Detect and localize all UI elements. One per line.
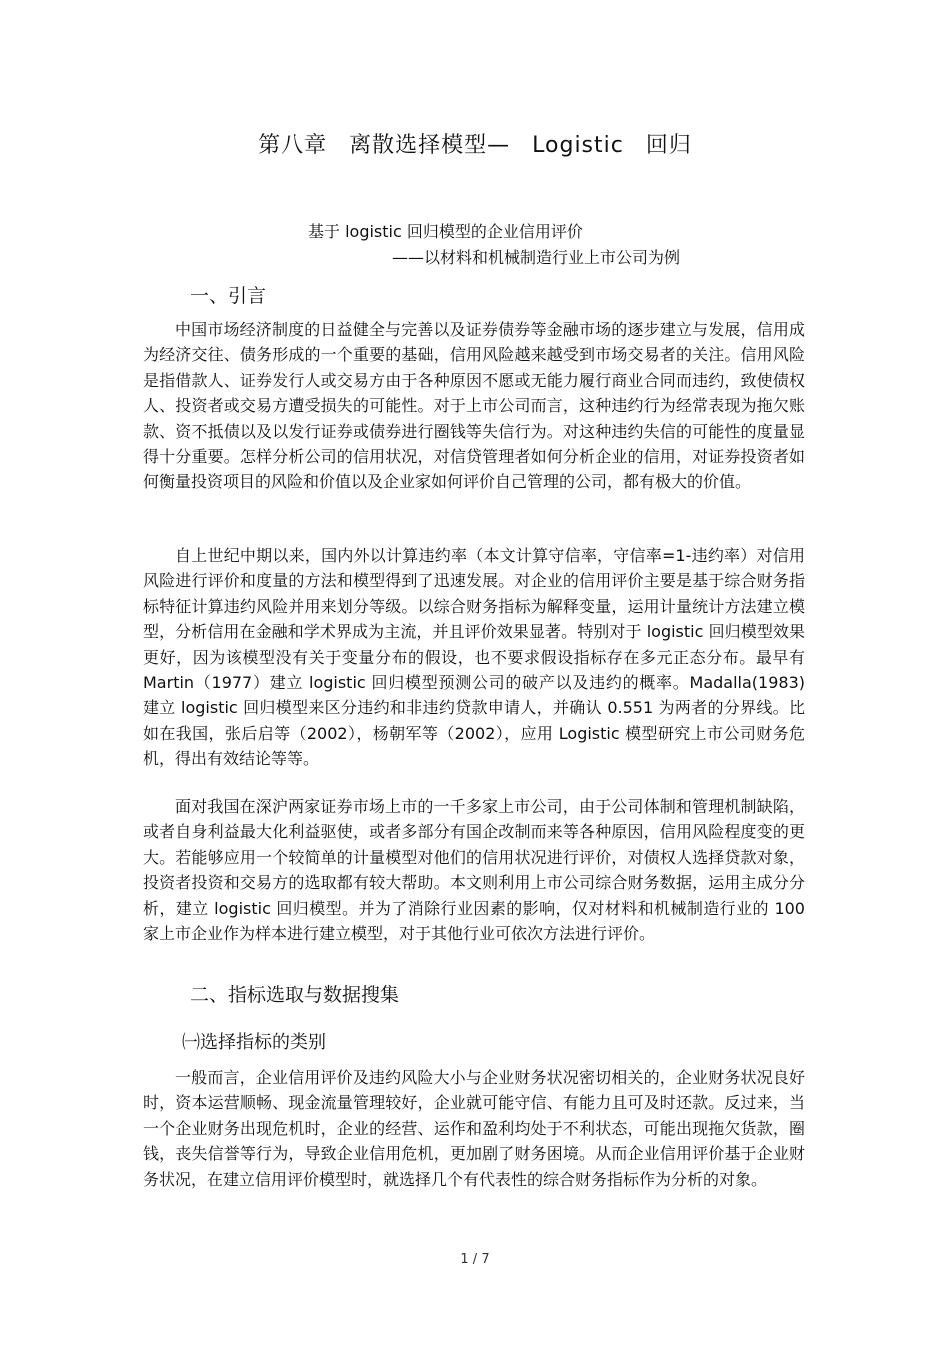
paragraph-intro-2: 自上世纪中期以来，国内外以计算违约率（本文计算守信率，守信率=1-违约率）对信用风险进行评价和度量的方法和模型得到了迅速发展。对企业的信用评价主要是基于综合财务指标特征计算违约风险并用来划分等级。以综合财务指标为解释变量，运用计量统计方法建立模型，分析信用在金融和学术界成为主流，并且评价效果显著。特别对于 logistic 回归模型效果更好，因为该模型没有关于变量分布的假设，也不要求假设指标存在多元正态分布。最早有 Martin（1977）建立 logistic 回归模型预测公司的破产以及违约的概率。Madalla(1983) 建立 logistic 回归模型来区分违约和非违约贷款申请人，并确认 0.551 为两者的分界线。比如在我国，张后启等（2002），杨朝军等（2002），应用 Logistic 模型研究上市公司财务危机，得出有效结论等等。 <box>143 546 805 769</box>
section-heading-indicators: 二、指标选取与数据搜集 <box>190 984 400 1006</box>
paragraph-intro-1: 中国市场经济制度的日益健全与完善以及证券债券等金融市场的逐步建立与发展，信用成为经济交往、债务形成的一个重要的基础，信用风险越来越受到市场交易者的关注。信用风险是指借款人、证券发行人或交易方由于各种原因不愿或无能力履行商业合同而违约，致使债权人、投资者或交易方遭受损失的可能性。对于上市公司而言，这种违约行为经常表现为拖欠账款、资不抵债以及以发行证券或债券进行圈钱等失信行为。对这种违约失信的可能性的度量显得十分重要。怎样分析公司的信用状况，对信贷管理者如何分析企业的信用，对证券投资者如何衡量投资项目的风险和价值以及企业家如何评价自己管理的公司，都有极大的价值。 <box>143 320 805 492</box>
subsection-heading-indicator-types: ㈠选择指标的类别 <box>182 1032 326 1053</box>
paragraph-intro-3: 面对我国在深沪两家证券市场上市的一千多家上市公司，由于公司体制和管理机制缺陷，或者自身利益最大化利益驱使，或者多部分有国企改制而来等各种原因，信用风险程度变的更大。若能够应用一个较简单的计量模型对他们的信用状况进行评价，对债权人选择贷款对象，投资者投资和交易方的选取都有较大帮助。本文则利用上市公司综合财务数据，运用主成分分析，建立 logistic 回归模型。并为了消除行业因素的影响，仅对材料和机械制造行业的 100 家上市企业作为样本进行建立模型，对于其他行业可依次方法进行评价。 <box>143 797 805 944</box>
chapter-title: 第八章 离散选择模型— Logistic 回归 <box>258 133 692 158</box>
page-indicator: 1 / 7 <box>460 1252 490 1267</box>
paragraph-indicators-1: 一般而言，企业信用评价及违约风险大小与企业财务状况密切相关的，企业财务状况良好时，资本运营顺畅、现金流量管理较好，企业就可能守信、有能力且可及时还款。反过来，当一个企业财务出现危机时，企业的经营、运作和盈利均处于不利状态，可能出现拖欠货款，圈钱，丧失信誉等行为，导致企业信用危机，更加剧了财务困境。从而企业信用评价基于企业财务状况，在建立信用评价模型时，就选择几个有代表性的综合财务指标作为分析的对象。 <box>143 1068 805 1189</box>
article-title: 基于 logistic 回归模型的企业信用评价 <box>308 222 583 241</box>
section-heading-intro: 一、引言 <box>190 285 267 307</box>
article-subtitle: ——以材料和机械制造行业上市公司为例 <box>392 248 681 267</box>
